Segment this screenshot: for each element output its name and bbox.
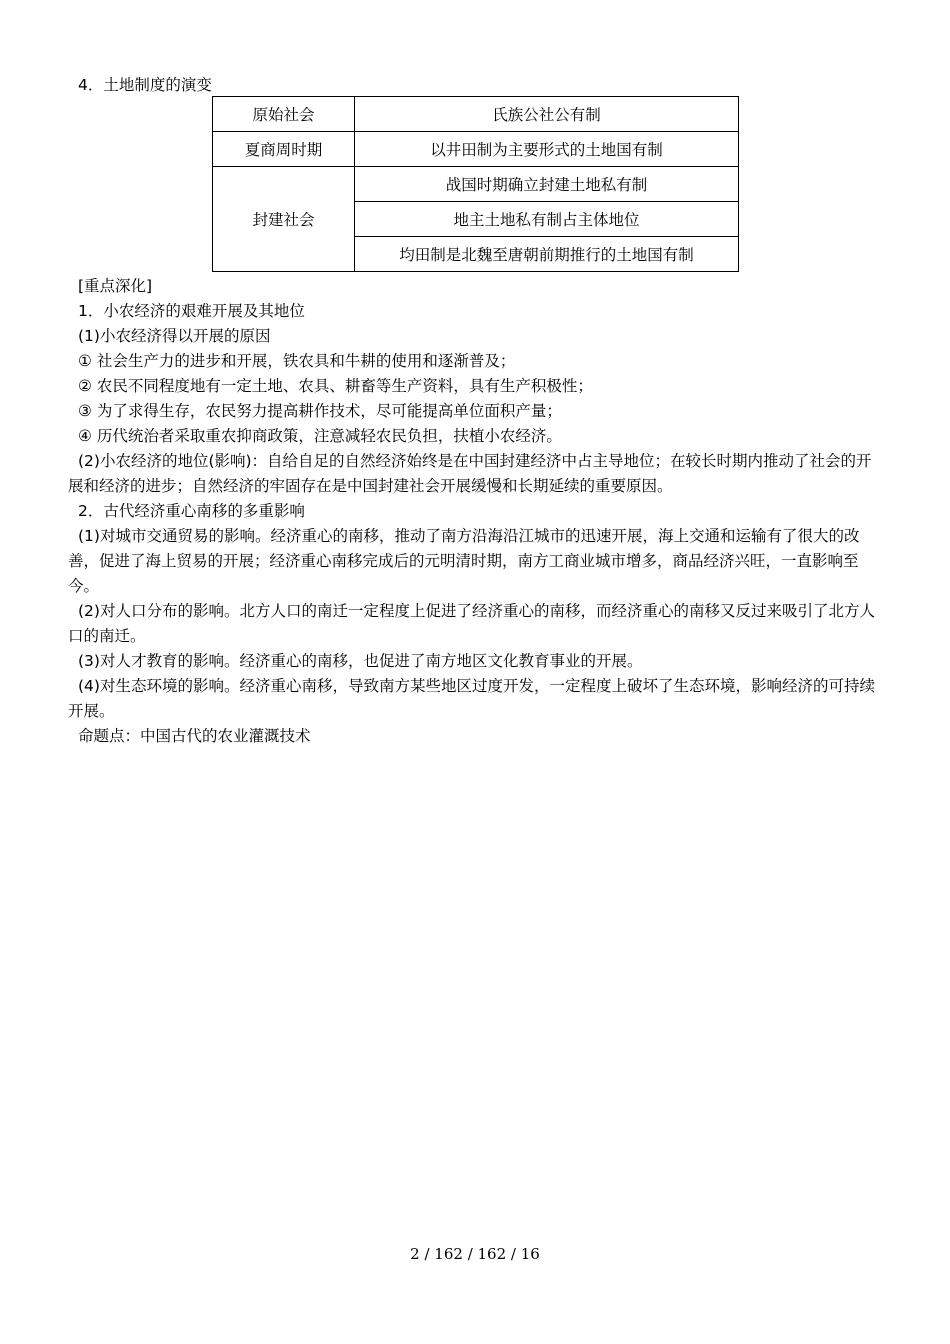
subheading: 2．古代经济重心南移的多重影响 bbox=[78, 502, 305, 520]
paragraph: (2)对人口分布的影响。北方人口的南迁一定程度上促进了经济重心的南移，而经济重心的南移又反过来吸引了北方人口的南迁。 bbox=[68, 602, 875, 645]
paragraph: (4)对生态环境的影响。经济重心南移，导致南方某些地区过度开发，一定程度上破坏了生态环境，影响经济的可持续开展。 bbox=[68, 677, 875, 720]
list-item: ④ 历代统治者采取重农抑商政策，注意减轻农民负担，扶植小农经济。 bbox=[78, 427, 562, 445]
paragraph: (1)小农经济得以开展的原因 bbox=[78, 327, 271, 345]
land-system-table bbox=[212, 96, 739, 272]
section-heading: 4．土地制度的演变 bbox=[78, 76, 212, 94]
list-item: ① 社会生产力的进步和开展，铁农具和牛耕的使用和逐渐普及； bbox=[78, 352, 516, 370]
page-number: 2 / 162 / 162 / 16 bbox=[410, 1245, 540, 1263]
table-row bbox=[213, 132, 739, 167]
table-row bbox=[213, 167, 739, 202]
exam-point: 命题点：中国古代的农业灌溉技术 bbox=[78, 727, 311, 745]
system-cell: 氏族公社公有制 bbox=[355, 97, 739, 132]
focus-label: [重点深化] bbox=[78, 277, 153, 295]
system-cell: 均田制是北魏至唐朝前期推行的土地国有制 bbox=[355, 237, 739, 272]
body-text bbox=[68, 274, 884, 749]
paragraph: (3)对人才教育的影响。经济重心的南移，也促进了南方地区文化教育事业的开展。 bbox=[78, 652, 643, 670]
paragraph: (2)小农经济的地位(影响)：自给自足的自然经济始终是在中国封建经济中占主导地位；在较长时期内推动了社会的开展和经济的进步；自然经济的牢固存在是中国封建社会开展缓慢和长期延续的重要原因。 bbox=[68, 452, 872, 495]
era-cell: 原始社会 bbox=[213, 97, 355, 132]
paragraph: (1)对城市交通贸易的影响。经济重心的南移，推动了南方沿海沿江城市的迅速开展，海上交通和运输有了很大的改善，促进了海上贸易的开展；经济重心南移完成后的元明清时期，南方工商业城市增多，商品经济兴旺，一直影响至今。 bbox=[68, 527, 860, 595]
table-row bbox=[213, 97, 739, 132]
subheading: 1．小农经济的艰难开展及其地位 bbox=[78, 302, 305, 320]
list-item: ③ 为了求得生存，农民努力提高耕作技术，尽可能提高单位面积产量； bbox=[78, 402, 562, 420]
era-cell: 夏商周时期 bbox=[213, 132, 355, 167]
system-cell: 以井田制为主要形式的土地国有制 bbox=[355, 132, 739, 167]
list-item: ② 农民不同程度地有一定土地、农具、耕畜等生产资料，具有生产积极性； bbox=[78, 377, 593, 395]
era-cell-feudal: 封建社会 bbox=[213, 167, 355, 272]
system-cell: 地主土地私有制占主体地位 bbox=[355, 202, 739, 237]
system-cell: 战国时期确立封建土地私有制 bbox=[355, 167, 739, 202]
